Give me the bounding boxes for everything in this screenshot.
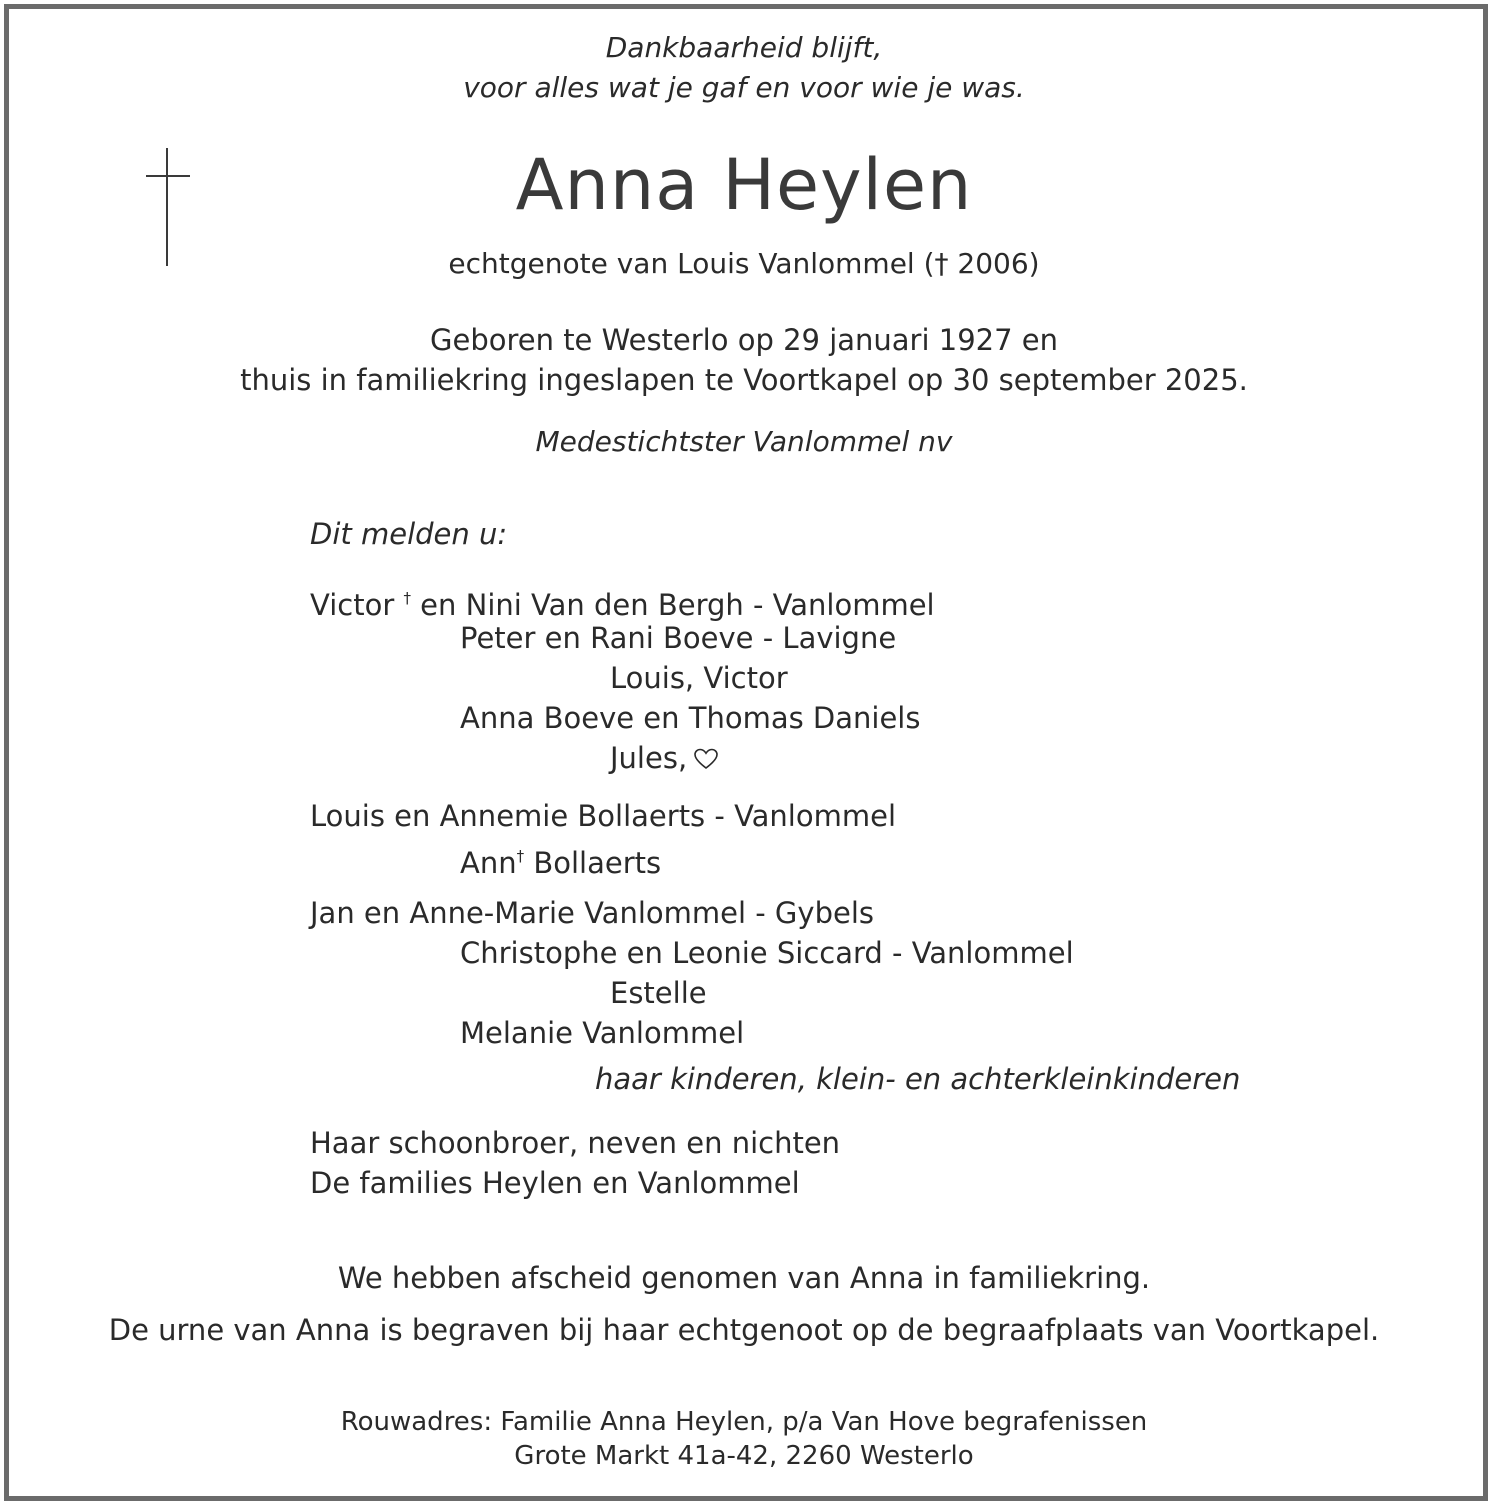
role-line: Medestichtster Vanlommel nv: [535, 425, 953, 458]
dagger-mark: †: [403, 589, 411, 607]
family-3-line-2: Christophe en Leonie Siccard - Vanlommel: [460, 936, 1074, 970]
died-line: thuis in familiekring ingeslapen te Voortkapel op 30 september 2025.: [240, 363, 1248, 397]
motto: [0, 28, 1488, 108]
family-1-line-5: Jules,: [610, 738, 719, 778]
family-1-line-2: Peter en Rani Boeve - Lavigne: [460, 621, 897, 655]
address-line-2: Grote Markt 41a-42, 2260 Westerlo: [514, 1441, 974, 1471]
motto-line-2: voor alles wat je gaf en voor wie je was.: [463, 71, 1025, 104]
born-line: Geboren te Westerlo op 29 januari 1927 en: [430, 323, 1058, 357]
family-3-line-4: Melanie Vanlommel: [460, 1016, 745, 1050]
birth-death-block: [0, 320, 1488, 400]
others-line-1: Haar schoonbroer, neven en nichten: [310, 1126, 841, 1160]
announce-intro: Dit melden u:: [310, 517, 508, 551]
closing-line-1: We hebben afscheid genomen van Anna in familiekring.: [337, 1261, 1151, 1295]
heart-icon: [693, 748, 719, 770]
family-2-line-2: Ann† Bollaerts: [460, 846, 662, 880]
family-1-line-4: Anna Boeve en Thomas Daniels: [460, 701, 921, 735]
deceased-name: Anna Heylen: [515, 144, 973, 226]
family-3-line-3: Estelle: [610, 976, 707, 1010]
motto-line-1: Dankbaarheid blijft,: [605, 31, 883, 64]
descendants-note: haar kinderen, klein- en achterkleinkinderen: [595, 1062, 1241, 1096]
family-1-line-1: Victor † en Nini Van den Bergh - Vanlommel: [310, 588, 935, 622]
family-3-line-1: Jan en Anne-Marie Vanlommel - Gybels: [310, 896, 874, 930]
address-line-1: Rouwadres: Familie Anna Heylen, p/a Van Hove begrafenissen: [340, 1407, 1148, 1437]
family-2-line-1: Louis en Annemie Bollaerts - Vanlommel: [310, 799, 897, 833]
family-1-line-3: Louis, Victor: [610, 661, 788, 695]
others-line-2: De families Heylen en Vanlommel: [310, 1166, 800, 1200]
closing-line-2: De urne van Anna is begraven bij haar echtgenoot op de begraafplaats van Voortkapel.: [108, 1313, 1380, 1347]
spouse-line: echtgenote van Louis Vanlommel († 2006): [448, 247, 1040, 280]
dagger-mark: †: [516, 847, 525, 865]
